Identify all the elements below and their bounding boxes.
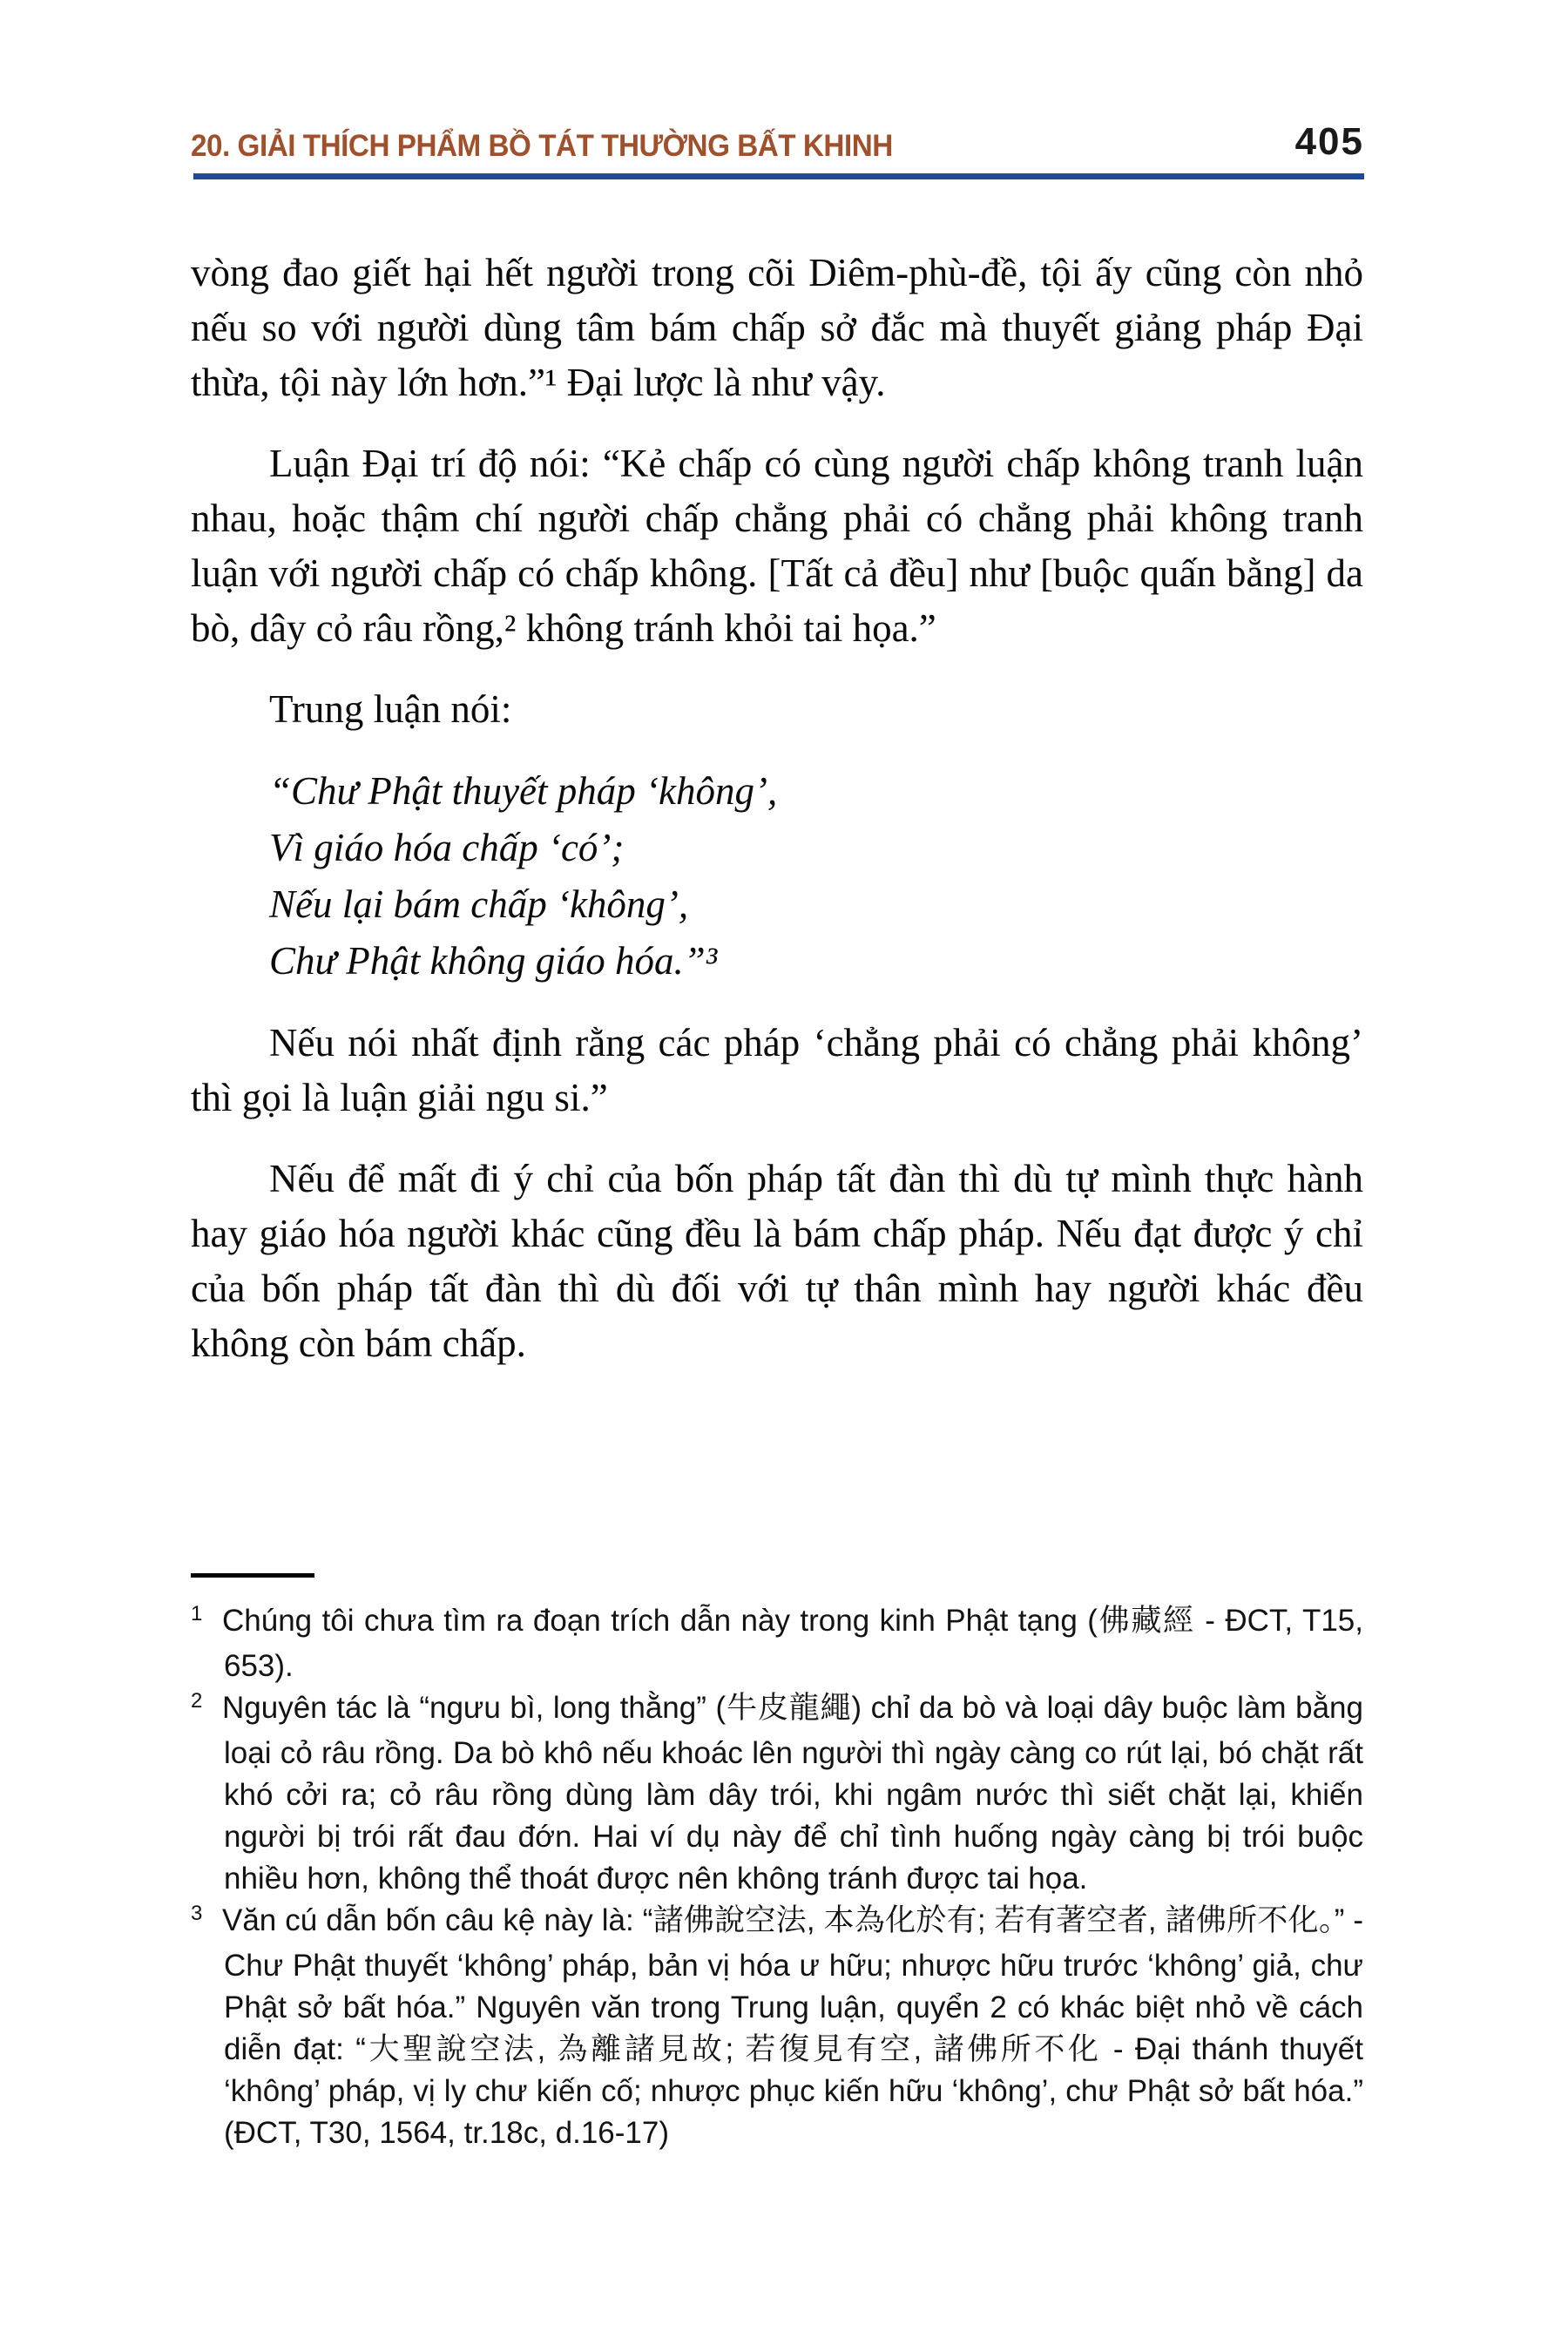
page-number: 405	[1294, 120, 1364, 163]
footnotes-section	[191, 1573, 1363, 2154]
verse-quote	[269, 763, 1363, 990]
running-header	[191, 120, 1364, 164]
verse-line: “Chư Phật thuyết pháp ‘không’,	[269, 769, 778, 813]
footnote	[191, 1687, 1363, 1900]
paragraph-conclusion-quote: Nếu nói nhất định rằng các pháp ‘chẳng phải có chẳng phải không’ thì gọi là luận giải ngu si.”	[191, 1021, 1363, 1119]
footnote-separator	[191, 1573, 314, 1578]
body-text	[191, 246, 1363, 1397]
footnote-text: Nguyên tác là “ngưu bì, long thằng” (牛皮龍繩) chỉ da bò và loại dây buộc làm bằng loại cỏ râu rồng. Da bò khô nếu khoác lên người thì ngày càng co rút lại, bó chặt rất khó cởi ra; cỏ râu rồng dùng làm dây trói, khi ngâm nước thì siết chặt lại, khiến người bị trói rất đau đớn. Hai ví dụ này để chỉ tình huống ngày càng bị trói buộc nhiều hơn, không thể thoát được nên không tránh được tai họa.	[222, 1691, 1363, 1896]
paragraph-commentary: Nếu để mất đi ý chỉ của bốn pháp tất đàn thì dù tự mình thực hành hay giáo hóa người khác cũng đều là bám chấp pháp. Nếu đạt được ý chỉ của bốn pháp tất đàn thì dù đối với tự thân mình hay người khác đều không còn bám chấp.	[191, 1157, 1363, 1365]
footnote-text: Chúng tôi chưa tìm ra đoạn trích dẫn này trong kinh Phật tạng (佛藏經 - ĐCT, T15, 653).	[222, 1604, 1363, 1683]
verse-line: Chư Phật không giáo hóa.”³	[269, 939, 718, 983]
footnote-marker: 3	[191, 1902, 203, 1925]
footnote	[191, 1900, 1363, 2154]
header-rule	[193, 173, 1364, 179]
footnote	[191, 1600, 1363, 1687]
verse-line: Nếu lại bám chấp ‘không’,	[269, 882, 689, 926]
paragraph-continuation: vòng đao giết hại hết người trong cõi Diêm-phù-đề, tội ấy cũng còn nhỏ nếu so với người dùng tâm bám chấp sở đắc mà thuyết giảng pháp Đại thừa, tội này lớn hơn.”¹ Đại lược là như vậy.	[191, 251, 1363, 404]
paragraph-dai-tri-do-quote: Luận Đại trí độ nói: “Kẻ chấp có cùng người chấp không tranh luận nhau, hoặc thậm chí người chấp chẳng phải có chẳng phải không tranh luận với người chấp có chấp không. [Tất cả đều] như [buộc quấn bằng] da bò, dây cỏ râu rồng,² không tránh khỏi tai họa.”	[191, 442, 1363, 650]
paragraph-verse-intro: Trung luận nói:	[269, 687, 512, 731]
chapter-title: 20. GIẢI THÍCH PHẨM BỒ TÁT THƯỜNG BẤT KHINH	[191, 129, 893, 163]
footnote-marker: 1	[191, 1602, 203, 1625]
footnote-text: Văn cú dẫn bốn câu kệ này là: “諸佛說空法, 本為化於有; 若有著空者, 諸佛所不化。” - Chư Phật thuyết ‘không’ pháp, bản vị hóa ư hữu; nhược hữu trước ‘không’ giả, chư Phật sở bất hóa.” Nguyên văn trong Trung luận, quyển 2 có khác biệt nhỏ về cách diễn đạt: “大聖說空法, 為離諸見故; 若復見有空, 諸佛所不化 - Đại thánh thuyết ‘không’ pháp, vị ly chư kiến cố; nhược phục kiến hữu ‘không’, chư Phật sở bất hóa.” (ĐCT, T30, 1564, tr.18c, d.16-17)	[222, 1903, 1363, 2150]
verse-line: Vì giáo hóa chấp ‘có’;	[269, 826, 625, 869]
footnote-marker: 2	[191, 1689, 203, 1713]
